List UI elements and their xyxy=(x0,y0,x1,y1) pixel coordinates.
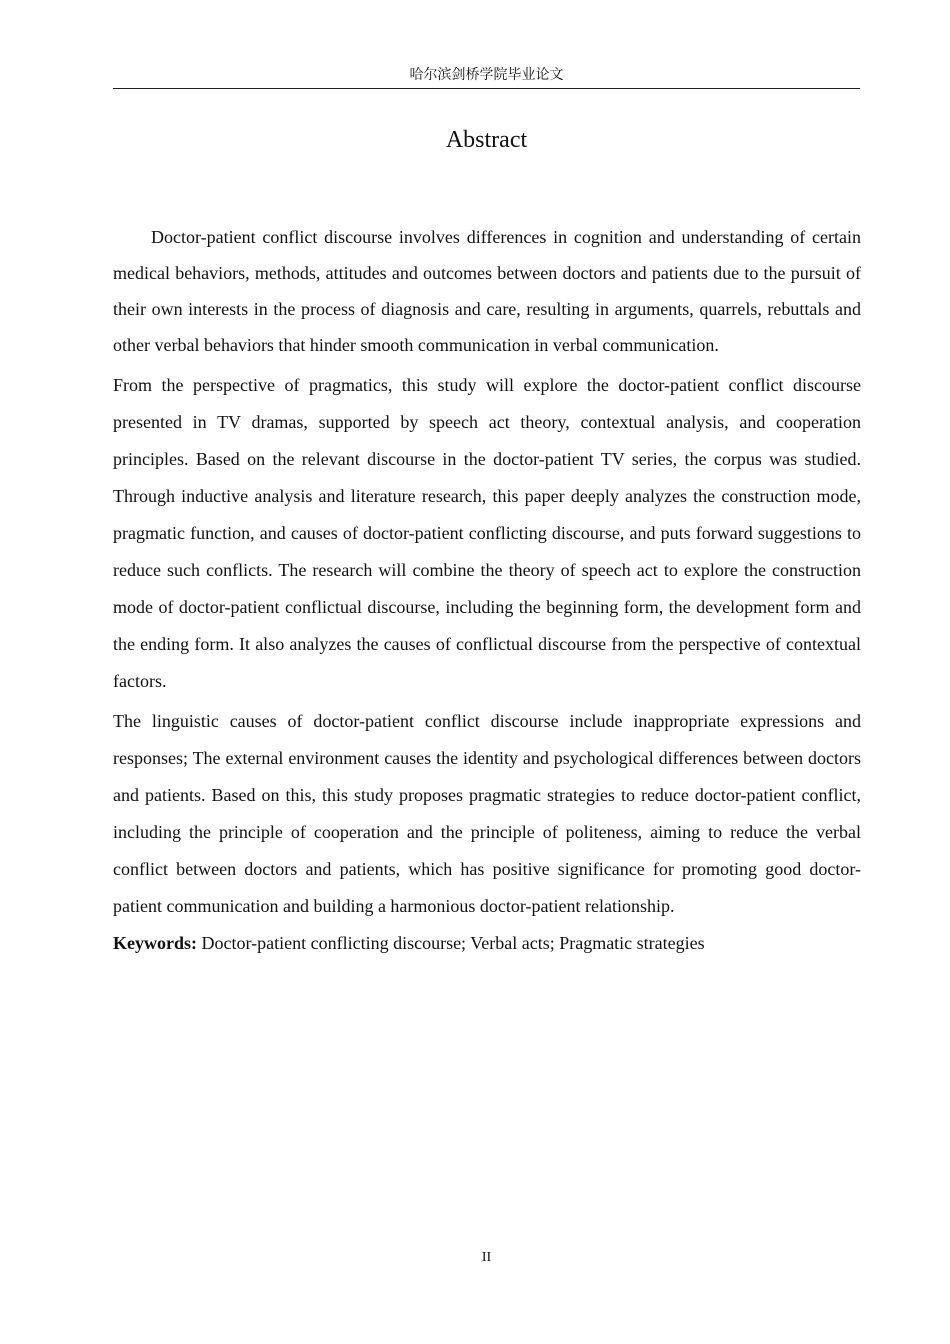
running-header xyxy=(113,66,860,89)
abstract-title: Abstract xyxy=(445,127,528,153)
abstract-paragraph-2: From the perspective of pragmatics, this study will explore the doctor-patient conflict discourse presented in TV dramas, supported by speech act theory, contextual analysis, and cooperation principles. Based on the relevant discourse in the doctor-patient TV series, the corpus was studied. Through inductive analysis and literature research, this paper deeply analyzes the construction mode, pragmatic function, and causes of doctor-patient conflicting discourse, and puts forward suggestions to reduce such conflicts. The research will combine the theory of speech act to explore the construction mode of doctor-patient conflictual discourse, including the beginning form, the development form and the ending form. It also analyzes the causes of conflictual discourse from the perspective of contextual factors. xyxy=(113,375,861,691)
keywords-text: Doctor-patient conflicting discourse; Verbal acts; Pragmatic strategies xyxy=(197,933,705,953)
abstract-body xyxy=(113,219,861,962)
keywords-label: Keywords: xyxy=(113,933,197,953)
keywords-line xyxy=(113,925,861,962)
abstract-paragraph-1: Doctor-patient conflict discourse involves differences in cognition and understanding of certain medical behaviors, methods, attitudes and outcomes between doctors and patients due to the pursuit of their own interests in the process of diagnosis and care, resulting in arguments, quarrels, rebuttals and other verbal behaviors that hinder smooth communication in verbal communication. xyxy=(113,227,861,355)
page-number: II xyxy=(481,1250,492,1265)
running-header-text: 哈尔滨剑桥学院毕业论文 xyxy=(409,68,564,83)
abstract-paragraph-3: The linguistic causes of doctor-patient conflict discourse include inappropriate expressions and responses; The external environment causes the identity and psychological differences between doctors and patients. Based on this, this study proposes pragmatic strategies to reduce doctor-patient conflict, including the principle of cooperation and the principle of politeness, aiming to reduce the verbal conflict between doctors and patients, which has positive significance for promoting good doctor-patient communication and building a harmonious doctor-patient relationship. xyxy=(113,711,861,916)
